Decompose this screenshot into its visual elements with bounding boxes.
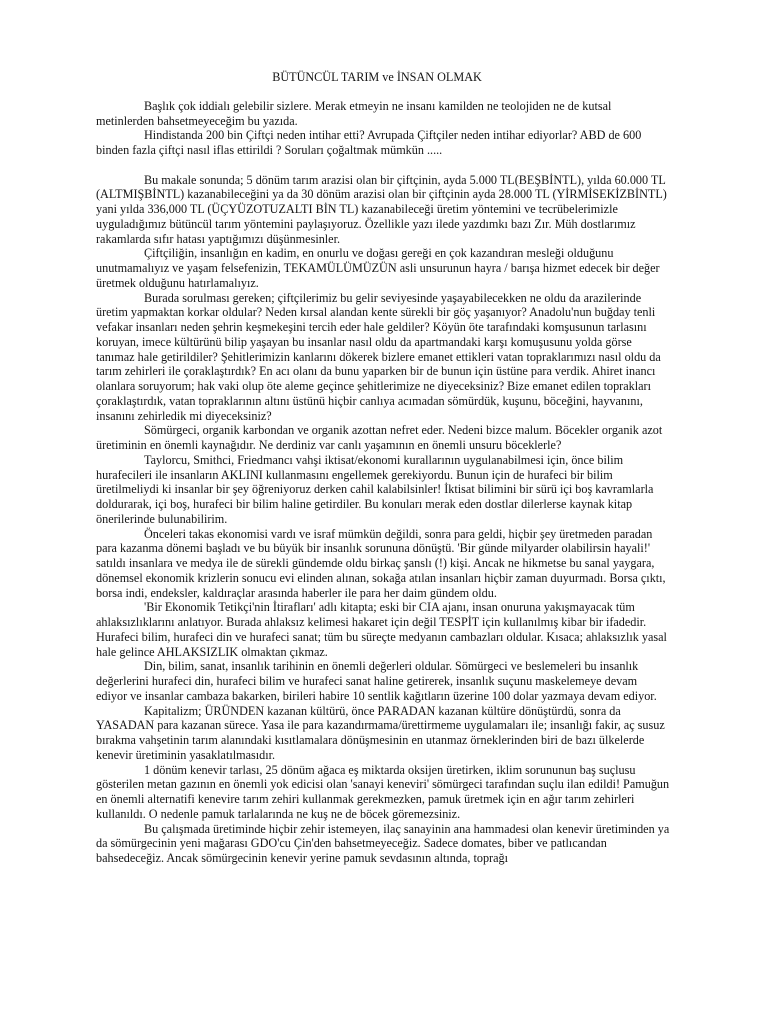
paragraph-capitalism: Kapitalizm; ÜRÜNDEN kazanan kültürü, önce PARADAN kazanan kültüre dönüştürdü, sonra da YASADAN para kazanan sürece. Yasa ile para kazandırmama/ürettirmeme uygulamaları ile; insanlığı fakir, aç susuz bırakma vahşetinin tarım alanındaki kısıtlamalara dönüşmesinin en utanmaz örneklerinden biri de bazı ülkelerde kenevir üretiminin yasaklatılmasıdır. xyxy=(96,703,665,762)
paragraph-organic: Sömürgeci, organik karbondan ve organik azottan nefret eder. Nedeni bizce malum. Böcekler organik azot üretiminin en önemli kaynağıdır. Ne derdiniz var canlı yaşamının en önemli unsuru böceklerle? xyxy=(96,423,663,452)
paragraph-economics: Taylorcu, Smithci, Friedmancı vahşi iktisat/ekonomi kurallarının uygulanabilmesi için, önce bilim hurafecileri ile insanların AKLINI kullanmasını engellemek gerekiyordu. Bunun için de hurafeci bir bilim üretilmeliydi ki insanlar bir şey öğreniyoruz derken cahil kalabilsinler! İktisat bilimini bir sürü içi boş kavramlarla doldurarak, içi boş, hurafeci bir bilim haline getirdiler. Bu konuları merak eden dostlar dilerlerse kaynak kitap önerilerinde bulunabilirim. xyxy=(96,452,654,526)
paragraph-income: Bu makale sonunda; 5 dönüm tarım arazisi olan bir çiftçinin, ayda 5.000 TL(BEŞBİNTL), yılda 60.000 TL (ALTMIŞBİNTL) kazanabileceğini ya da 30 dönüm arazisi olan bir çiftçinin ayda 28.000 TL (YİRMİSEKİZBİNTL) yani yılda 336,000 TL (ÜÇYÜZOTUZALTI BİN TL) kazanabileceği üretim yöntemini ve tecrübelerimizle uyguladığımız bütüncül tarım yöntemini paylaşıyoruz. Özellikle yazı ilede yazdımkı bazı Zır. Müh dostlarımız rakamlarda sıfır hatası yaptığımızı düşünmesinler. xyxy=(96,172,667,246)
paragraph-hitman: 'Bir Ekonomik Tetikçi'nin İtirafları' adlı kitapta; eski bir CIA ajanı, insan onuruna yakışmayacak tüm ahlaksızlıklarını anlatıyor. Burada ahlaksız kelimesi hakaret için değil TESPİT için kullanılmış kibar bir ifadedir. Hurafeci bilim, hurafeci din ve hurafeci sanat; tüm bu süreçte medyanın cambazları oldular. Kısaca; ahlaksızlık yasal hale gelince AHLAKSIZLIK olmaktan çıkmaz. xyxy=(96,600,667,659)
paragraph-hemp: 1 dönüm kenevir tarlası, 25 dönüm ağaca eş miktarda oksijen üretirken, iklim sorununun baş suçlusu gösterilen metan gazının en önemli yok edicisi olan 'sanayi keneviri' sömürgeci tarafından suçlu ilan edildi! Pamuğun en önemli alternatifi kenevire tarım zehiri kullanmak gerekmezken, pamuk üretmek için en ağır tarım zehirleri kullanıldı. O nedenle pamuk tarlalarında ne kuş ne de böcek göremezsiniz. xyxy=(96,762,670,821)
document-body xyxy=(96,70,670,866)
paragraph-migration: Burada sorulması gereken; çiftçilerimiz bu gelir seviyesinde yaşayabilecekken ne oldu da arazilerinde üretim yapmaktan korkar oldular? Neden kırsal alandan kente sürekli bir göç yaşanıyor? Anadolu'nun buğday tenli vefakar insanları neden şehrin keşmekeşini tercih eder hale geldiler? Köyün öte tarafındaki komşusunun tarlasını koruyan, imece kültürünü bilip yaşayan bu insanlar nasıl oldu da apartmandaki karşı komuşusunu yolda görse tanımaz hale getirildiler? Şehitlerimizin kanlarını dökerek bizlere emanet ettikleri vatan topraklarımızı nasıl oldu da tarım zehirleri ile çoraklaştırdık? En acı olanı da bunu yaparken bir de bunun için üstüne para verdik. Ahiret inancı olanlara soruyorum; hak vaki olup öte aleme geçince şehitlerimize ne diyeceksiniz? Bize emanet edilen toprakları çoraklaştırdık, vatan topraklarının altını üstünü hiçbir canlıya acımadan sömürdük, kuşunu, böceğini, hayvanını, insanını zehirledik mi diyeceksiniz? xyxy=(96,290,661,423)
paragraph-questions: Hindistanda 200 bin Çiftçi neden intihar etti? Avrupada Çiftçiler neden intihar ediyorlar? ABD de 600 binden fazla çiftçi nasıl iflas ettirildi ? Soruları çoğaltmak mümkün ..... xyxy=(96,128,642,157)
paragraph-gap xyxy=(96,158,670,173)
paragraph-farming-value: Çiftçiliğin, insanlığın en kadim, en onurlu ve doğası gereği en çok kazandıran mesleği olduğunu unutmamalıyız ve yaşam felsefenizin, TEKAMÜLÜMÜZÜN asli unsurunun hayra / barışa hizmet edecek bir değer üretmek olduğunu hatırlamalıyız. xyxy=(96,246,660,290)
paragraph-study: Bu çalışmada üretiminde hiçbir zehir istemeyen, ilaç sanayinin ana hammadesi olan kenevir üretiminden ya da sömürgecinin yeni mağarası GDO'cu Çin'den bahsetmeyeceğiz. Sadece domates, biber ve patlıcandan bahsedeceğiz. Ancak sömürgecinin kenevir yerine pamuk sevdasının altında, toprağı xyxy=(96,821,670,865)
document-title: BÜTÜNCÜL TARIM ve İNSAN OLMAK xyxy=(272,70,482,84)
paragraph-barter: Önceleri takas ekonomisi vardı ve israf mümkün değildi, sonra para geldi, hiçbir şey üretmeden paradan para kazanma dönemi başladı ve bu büyük bir insanlık sorununa dönüştü. 'Bir günde milyarder olabilirsin hayali!' satıldı insanlara ve medya ile de sürekli gündemde oldu birkaç şanslı (!) kişi. Ancak ne hikmetse bu sanal yaygara, dönemsel ekonomik krizlerin sonucu evi elinden alınan, sokağa atılan insanları hiçbir zaman duyurmadı. Borsa çıktı, borsa indi, endeksler, kaldıraçlar arasında haberler ile para her daim gündem oldu. xyxy=(96,526,666,600)
paragraph-intro: Başlık çok iddialı gelebilir sizlere. Merak etmeyin ne insanı kamilden ne teolojiden ne de kutsal metinlerden bahsetmeyeceğim bu yazıda. xyxy=(96,98,612,128)
paragraph-values: Din, bilim, sanat, insanlık tarihinin en önemli değerleri oldular. Sömürgeci ve beslemeleri bu insanlık değerlerini hurafeci din, hurafeci bilim ve hurafeci sanat haline getirerek, insanlık suçunu maskelemeye devam ediyor ve insanlar cambaza bakarken, birileri habire 10 sentlik kağıtların üzerine 100 dolar yazmaya devam ediyor. xyxy=(96,659,657,703)
